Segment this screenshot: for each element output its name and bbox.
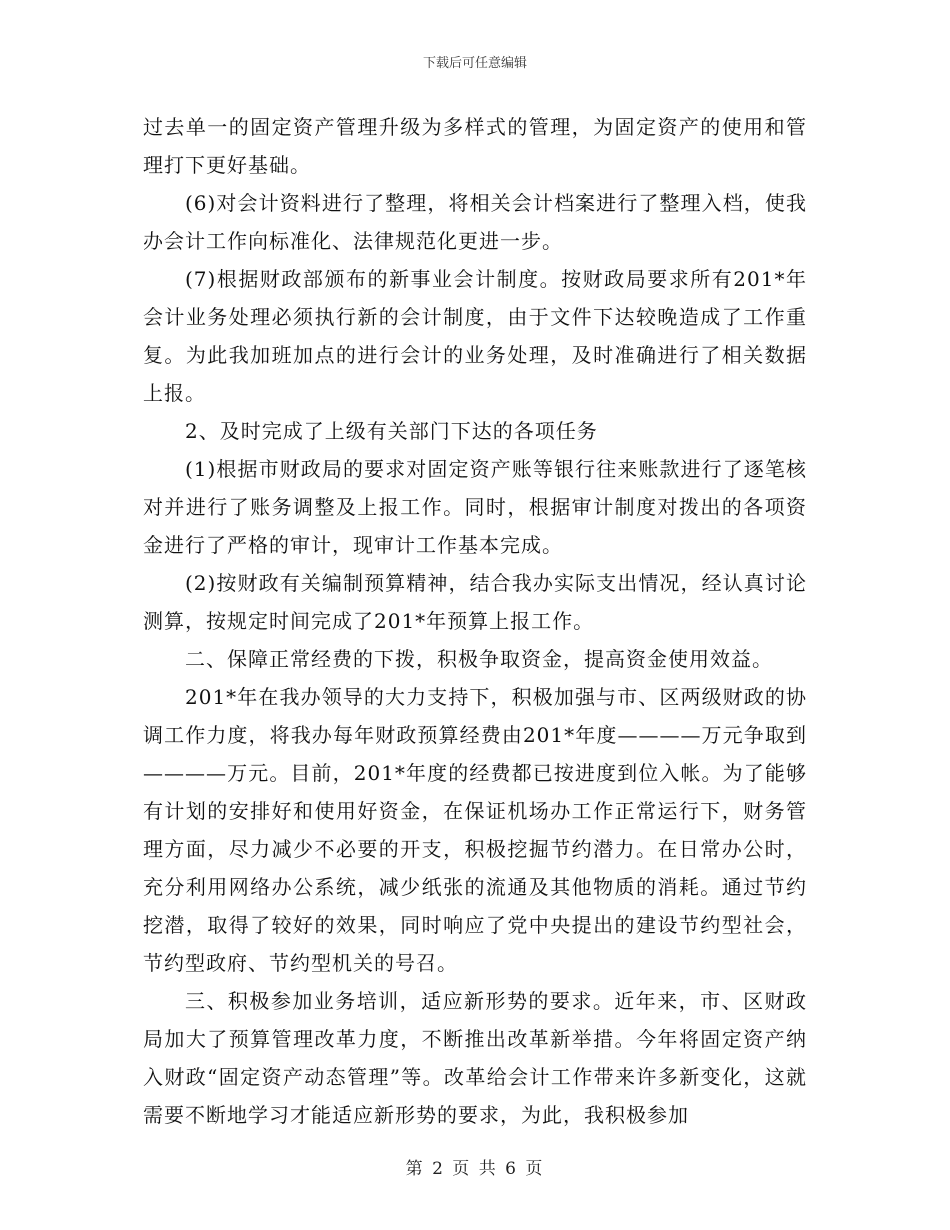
section-heading: 三、积极参加业务培训，适应新形势的要求。近年来，市、区财政局加大了预算管理改革力度，不断推出改革新举措。今年将固定资产纳入财政“固定资产动态管理”等。改革给会计工作带来许多新变化，这就需要不断地学习才能适应新形势的要求，为此，我积极参加 [143,989,807,1127]
paragraph: (6)对会计资料进行了整理，将相关会计档案进行了整理入档，使我办会计工作向标准化、法律规范化更进一步。 [143,191,807,253]
paragraph: (2)按财政有关编制预算精神，结合我办实际支出情况，经认真讨论测算，按规定时间完成了201*年预算上报工作。 [143,571,807,633]
section-heading: 二、保障正常经费的下拨，积极争取资金，提高资金使用效益。 [185,647,773,671]
section-heading: 2、及时完成了上级有关部门下达的各项任务 [185,419,598,443]
paragraph: (7)根据财政部颁布的新事业会计制度。按财政局要求所有201*年会计业务处理必须执行新的会计制度，由于文件下达较晚造成了工作重复。为此我加班加点的进行会计的业务处理，及时准确进行了相关数据上报。 [143,267,807,405]
paragraph: 201*年在我办领导的大力支持下，积极加强与市、区两级财政的协调工作力度，将我办每年财政预算经费由201*年度————万元争取到————万元。目前，201*年度的经费都已按进度到位入帐。为了能够有计划的安排好和使用好资金，在保证机场办工作正常运行下，财务管理方面，尽力减少不必要的开支，积极挖掘节约潜力。在日常办公时，充分利用网络办公系统，减少纸张的流通及其他物质的消耗。通过节约挖潜，取得了较好的效果，同时响应了党中央提出的建设节约型社会，节约型政府、节约型机关的号召。 [143,685,807,975]
page-header: 下载后可任意编辑 [422,56,527,71]
paragraph: (1)根据市财政局的要求对固定资产账等银行往来账款进行了逐笔核对并进行了账务调整及上报工作。同时，根据审计制度对拨出的各项资金进行了严格的审计，现审计工作基本完成。 [143,457,807,557]
paragraph: 过去单一的固定资产管理升级为多样式的管理，为固定资产的使用和管理打下更好基础。 [143,115,807,177]
page-number: 第 2 页 共 6 页 [405,1159,545,1179]
document-body [143,108,807,1134]
